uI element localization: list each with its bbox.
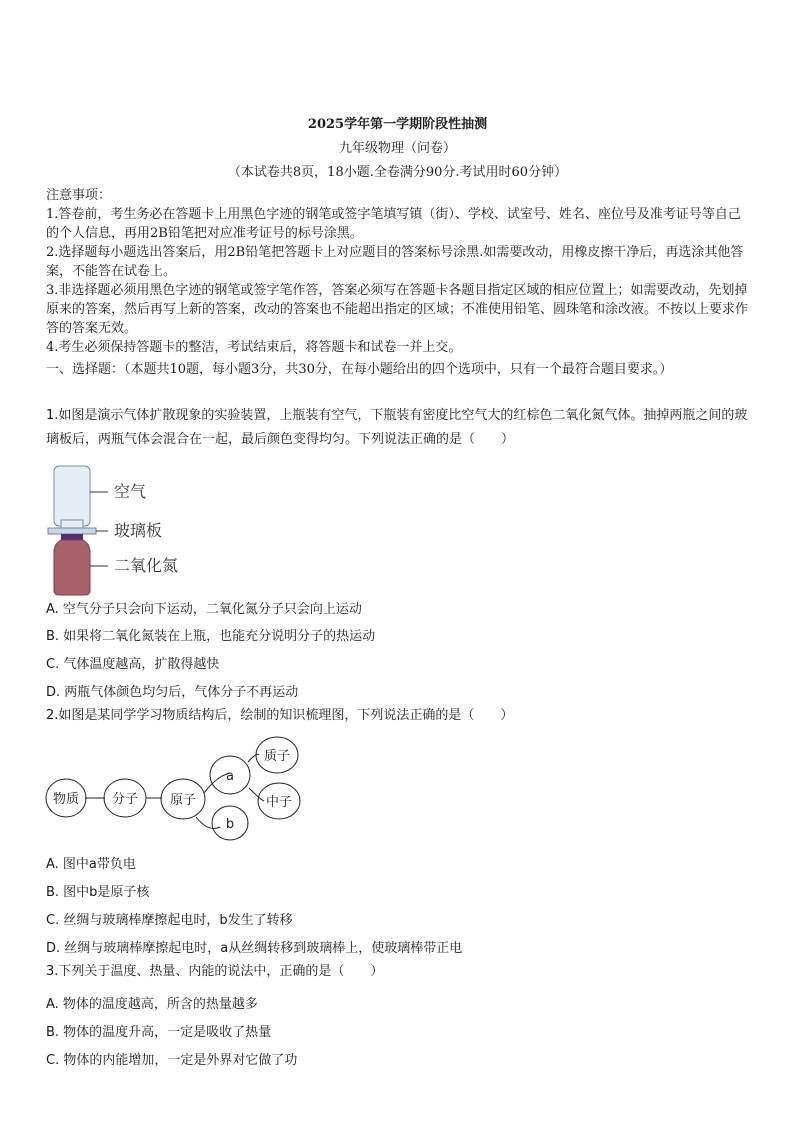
q2-option-a: A. 图中a带负电 bbox=[46, 857, 136, 872]
q2-option-d: D. 丝绸与玻璃棒摩擦起电时，a从丝绸转移到玻璃棒上，使玻璃棒带正电 bbox=[46, 941, 463, 956]
note-item: 2.选择题每小题选出答案后，用2B铅笔把答题卡上对应题目的答案标号涂黑.如需要改动，用橡皮擦干净后，再选涂其他答案，不能答在试卷上。 bbox=[46, 245, 744, 279]
node-substance: 物质 bbox=[52, 792, 80, 807]
figure-label-glass-plate: 玻璃板 bbox=[114, 521, 163, 540]
node-b: b bbox=[225, 817, 235, 832]
question-2-stem: 2.如图是某同学学习物质结构后，绘制的知识梳理图，下列说法正确的是（ ） bbox=[46, 708, 514, 723]
q3-option-c: C. 物体的内能增加，一定是外界对它做了功 bbox=[46, 1053, 298, 1068]
question-1-stem: 1.如图是演示气体扩散现象的实验装置，上瓶装有空气，下瓶装有密度比空气大的红棕色二氧化氮气体。抽掉两瓶之间的玻璃板后，两瓶气体会混合在一起，最后颜色变得均匀。下列说法正确的是（ ） bbox=[46, 408, 748, 447]
q3-option-a: A. 物体的温度越高，所含的热量越多 bbox=[46, 997, 258, 1012]
top-bottle-neck bbox=[61, 520, 83, 528]
exam-subtitle: 九年级物理（问卷） bbox=[338, 141, 456, 156]
notes-section bbox=[46, 186, 752, 357]
figure-label-air: 空气 bbox=[114, 482, 147, 501]
glass-plate-shape bbox=[48, 528, 96, 534]
section-title: 一、选择题：（本题共10题，每小题3分，共30分，在每小题给出的四个选项中，只有一个最符合题目要求。） bbox=[46, 362, 673, 377]
exam-info: （本试卷共8页，18小题.全卷满分90分.考试用时60分钟） bbox=[227, 165, 568, 180]
q1-option-b: B. 如果将二氧化氮装在上瓶，也能充分说明分子的热运动 bbox=[46, 629, 376, 644]
question-3-stem: 3.下列关于温度、热量、内能的说法中，正确的是（ ） bbox=[46, 964, 384, 979]
notes-heading: 注意事项： bbox=[46, 188, 112, 203]
node-a: a bbox=[226, 769, 234, 784]
note-item: 4.考生必须保持答题卡的整洁，考试结束后，将答题卡和试卷一并上交。 bbox=[46, 340, 462, 355]
note-item: 1.答卷前，考生务必在答题卡上用黑色字迹的钢笔或签字笔填写镇（街）、学校、试室号、姓名、座位号及准考证号等自己的个人信息，再用2B铅笔把对应准考证号的标号涂黑。 bbox=[46, 207, 741, 241]
node-molecule: 分子 bbox=[111, 792, 139, 807]
q1-option-d: D. 两瓶气体颜色均匀后，气体分子不再运动 bbox=[46, 685, 299, 700]
node-proton: 质子 bbox=[263, 749, 291, 764]
note-item: 3.非选择题必须用黑色字迹的钢笔或签字笔作答，答案必须写在答题卡各题目指定区域的相应位置上；如需要改动，先划掉原来的答案，然后再写上新的答案，改动的答案也不能超出指定的区域；不准使用铅笔、圆珠笔和涂改液。不按以上要求作答的答案无效。 bbox=[46, 283, 749, 336]
diffusion-figure bbox=[44, 462, 214, 598]
node-atom: 原子 bbox=[169, 793, 197, 808]
exam-title: 2025学年第一学期阶段性抽测 bbox=[307, 117, 488, 132]
figure-label-no2: 二氧化氮 bbox=[114, 556, 179, 575]
q3-option-b: B. 物体的温度升高，一定是吸收了热量 bbox=[46, 1025, 272, 1040]
structure-diagram bbox=[44, 735, 314, 845]
q2-option-c: C. 丝绸与玻璃棒摩擦起电时，b发生了转移 bbox=[46, 913, 293, 928]
q1-option-c: C. 气体温度越高，扩散得越快 bbox=[46, 657, 220, 672]
node-neutron: 中子 bbox=[265, 795, 293, 810]
q1-option-a: A. 空气分子只会向下运动，二氧化氮分子只会向上运动 bbox=[46, 602, 362, 617]
q2-option-b: B. 图中b是原子核 bbox=[46, 885, 150, 900]
top-bottle-shape bbox=[54, 466, 90, 526]
bottom-bottle-shape bbox=[54, 540, 90, 595]
